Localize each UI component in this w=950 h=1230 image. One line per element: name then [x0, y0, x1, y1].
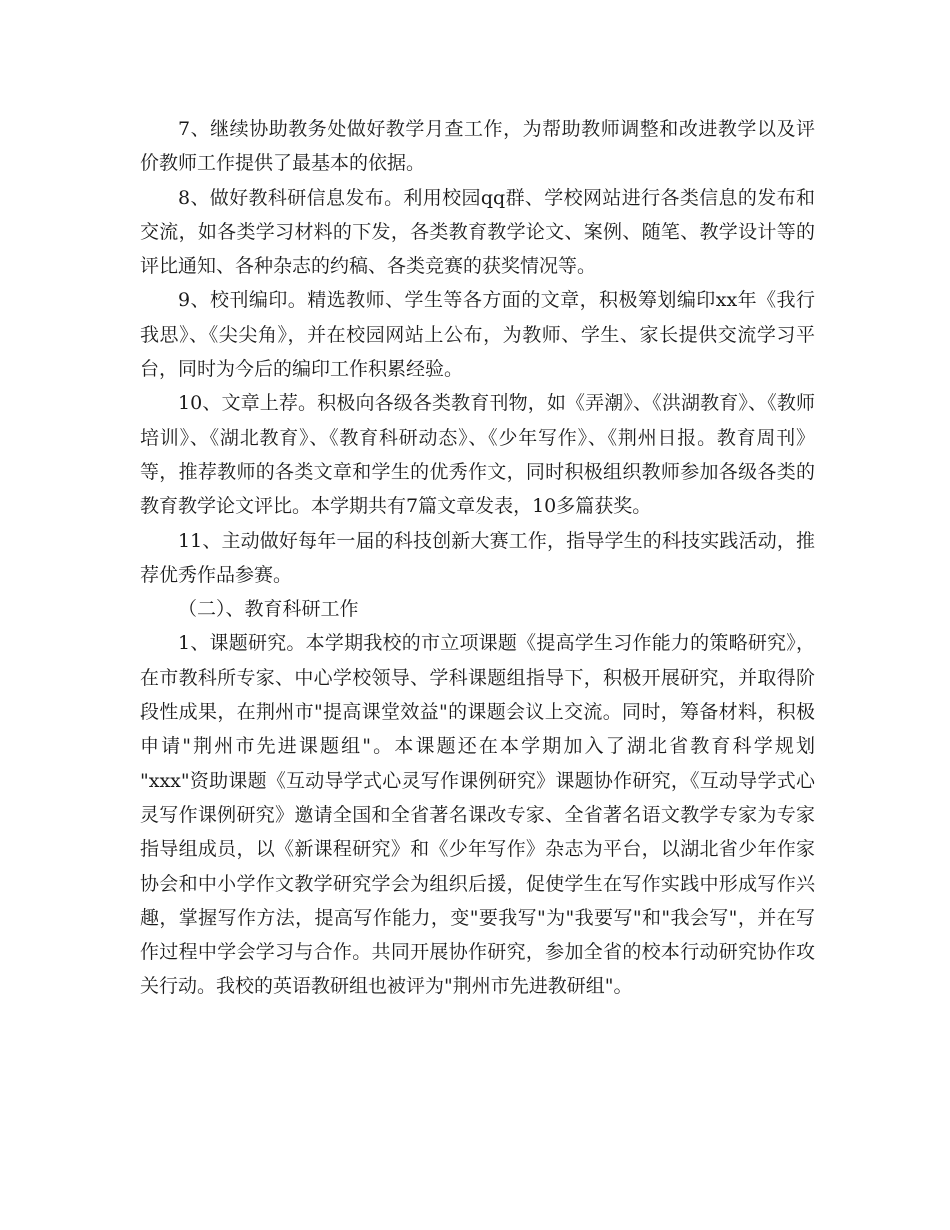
- paragraph-item-8: 8、做好教科研信息发布。利用校园qq群、学校网站进行各类信息的发布和交流，如各类学习材料的下发，各类教育教学论文、案例、随笔、教学设计等的评比通知、各种杂志的约稿、各类竞赛的获奖情况等。: [140, 186, 815, 278]
- paragraph-item-10: 10、文章上荐。积极向各级各类教育刊物，如《弄潮》、《洪湖教育》、《教师培训》、《湖北教育》、《教育科研动态》、《少年写作》、《荆州日报。教育周刊》等，推荐教师的各类文章和学生的优秀作文，同时积极组织教师参加各级各类的教育教学论文评比。本学期共有7篇文章发表，10多篇获奖。: [140, 392, 815, 518]
- paragraph-item-11: 11、主动做好每年一届的科技创新大赛工作，指导学生的科技实践活动，推荐优秀作品参赛。: [140, 529, 815, 586]
- paragraph-item-9: 9、校刊编印。精选教师、学生等各方面的文章，积极筹划编印xx年《我行我思》、《尖尖角》，并在校园网站上公布，为教师、学生、家长提供交流学习平台，同时为今后的编印工作积累经验。: [140, 289, 815, 381]
- section-heading: （二）、教育科研工作: [178, 598, 359, 621]
- document-page: [140, 112, 815, 1004]
- section-paragraph-research: 1、课题研究。本学期我校的市立项课题《提高学生习作能力的策略研究》，在市教科所专家、中心学校领导、学科课题组指导下，积极开展研究，并取得阶段性成果，在荆州市"提高课堂效益"的课题会议上交流。同时，筹备材料，积极申请"荆州市先进课题组"。本课题还在本学期加入了湖北省教育科学规划 "xxx"资助课题《互动导学式心灵写作课例研究》课题协作研究，《互动导学式心灵写作课例研究》邀请全国和全省著名课改专家、全省著名语文教学专家为专家指导组成员，以《新课程研究》和《少年写作》杂志为平台，以湖北省少年作家协会和中小学作文教学研究学会为组织后援，促使学生在写作实践中形成写作兴趣，掌握写作方法，提高写作能力，变"要我写"为"我要写"和"我会写"，并在写作过程中学会学习与合作。共同开展协作研究，参加全省的校本行动研究协作攻关行动。我校的英语教研组也被评为"荆州市先进教研组"。: [140, 632, 815, 998]
- paragraph-item-7: 7、继续协助教务处做好教学月查工作，为帮助教师调整和改进教学以及评价教师工作提供了最基本的依据。: [140, 118, 815, 175]
